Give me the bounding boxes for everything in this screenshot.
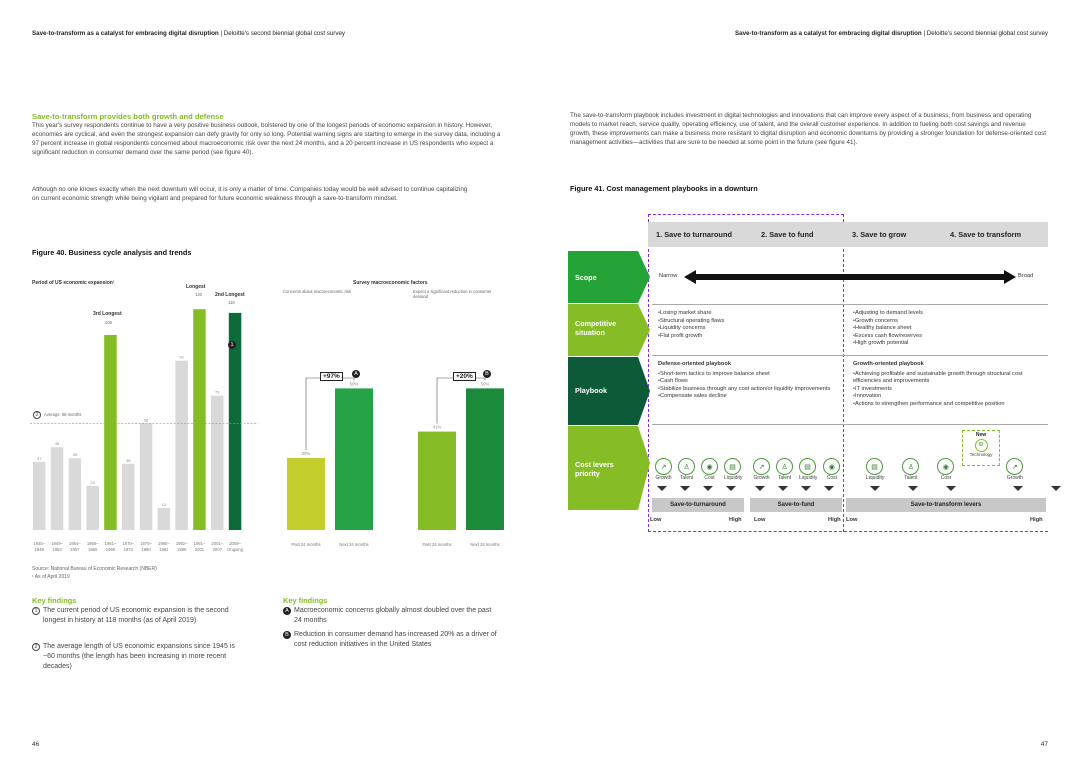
playbook-defense: Defense-oriented playbook • Short-term tactics to improve balance sheet • Cash flows • Stabilize business through any cost action/or liquidity improvements • Compensate sales decline xyxy=(658,361,838,401)
col-save-to-turnaround: 1. Save to turnaround xyxy=(656,230,732,239)
bar-save-to-transform-levers: Save-to-transform levers xyxy=(846,498,1046,512)
competitive-right: • Adjusting to demand levels • Growth concerns • Healthy balance sheet • Excess cash flow/reserves • High growth potential xyxy=(853,310,1043,348)
expansion-category-label: 1958– xyxy=(86,541,99,546)
growth-icon: ↗ xyxy=(655,458,672,475)
marker-1: 1 xyxy=(228,336,239,354)
survey-bar xyxy=(287,458,325,530)
expansion-value-label: 39 xyxy=(72,452,78,458)
expansion-category-label: 1960 xyxy=(87,547,98,552)
expansion-category-label: 1961– xyxy=(104,541,117,546)
key-finding-b: B Reduction in consumer demand has increased 20% as a driver of cost reduction initiatives in the United States xyxy=(283,630,498,650)
row-divider-1 xyxy=(652,304,1048,305)
priority-markers-b xyxy=(755,486,834,491)
survey-value-label: 59% xyxy=(349,381,359,387)
footnote: ¹ As of April 2019 xyxy=(32,574,70,580)
expansion-bar xyxy=(211,396,224,530)
frame-bottom xyxy=(648,531,1048,532)
section-title: Save-to-transform provides both growth and defense xyxy=(32,112,224,121)
consumer-demand-chart xyxy=(414,300,514,556)
liquidity-icon: ▤ xyxy=(866,458,883,475)
priority-markers-a xyxy=(657,486,736,491)
expansion-category-label: 2009– xyxy=(229,541,241,546)
expansion-category-label: 1980– xyxy=(158,541,170,546)
chart2-subtitle-b: Expect a significant reduction in consumer demand xyxy=(413,289,492,299)
chart2-subtitle-a: Concerns about macroeconomic risk xyxy=(283,289,351,294)
row-divider-3 xyxy=(652,424,1048,425)
scope-narrow: Narrow xyxy=(659,273,678,279)
growth-icon: ↗ xyxy=(753,458,770,475)
expansion-category-label: 1948 xyxy=(34,547,44,552)
scope-arrow xyxy=(684,270,1016,284)
high-b: High xyxy=(828,517,841,523)
competitive-left: • Losing market share • Structural operating flaws • Liquidity concerns • Flat profit growth xyxy=(658,310,838,340)
expansion-category-label: 1949– xyxy=(51,541,63,546)
third-longest-label: 3rd Longest xyxy=(93,311,122,317)
macro-risk-chart xyxy=(283,300,383,556)
key-findings-title-left: Key findings xyxy=(32,596,77,605)
expansion-bar xyxy=(104,335,117,530)
survey-bar xyxy=(335,388,373,530)
technology-icon: ⚙ xyxy=(975,439,988,452)
frame-divider xyxy=(843,214,844,532)
talent-icon: ♙ xyxy=(678,458,695,475)
expansion-category-label: 1969 xyxy=(105,547,116,552)
expansion-value-label: 92 xyxy=(179,354,184,360)
new-label: New xyxy=(975,432,987,438)
low-b: Low xyxy=(754,517,766,523)
low-c: Low xyxy=(846,517,858,523)
chart2-title: Survey macroeconomic factors xyxy=(353,280,428,286)
survey-category-label: Past 24 months xyxy=(291,542,321,547)
col-save-to-fund: 2. Save to fund xyxy=(761,230,814,239)
survey-bar xyxy=(418,432,456,530)
expansion-bar xyxy=(86,486,99,530)
second-longest-label: 2nd Longest xyxy=(215,292,245,298)
technology-label: Technology xyxy=(969,452,993,457)
running-header-left: Save-to-transform as a catalyst for embracing digital disruption | Deloitte's second biennial global cost survey xyxy=(32,30,345,37)
longest-label: Longest xyxy=(186,284,206,290)
expansion-value-label: 24 xyxy=(90,479,95,485)
low-a: Low xyxy=(650,517,662,523)
row-competitive-situation: Competitive situation xyxy=(575,319,617,337)
priority-markers-c xyxy=(870,486,1061,491)
expansion-bar xyxy=(140,423,153,530)
liquidity-icon: ▤ xyxy=(799,458,816,475)
playbook-growth: Growth-oriented playbook • Achieving profitable and sustainable growth through structural cost efficiencies and improvements • IT investments • Innovation • Actions to strengthen performance and competitive position xyxy=(853,361,1045,409)
survey-value-label: 30% xyxy=(301,451,311,456)
expansion-category-label: 1970– xyxy=(122,541,135,546)
row-divider-2 xyxy=(652,355,1048,356)
average-label: 2 Average: 58 months xyxy=(33,411,83,419)
col-save-to-grow: 3. Save to grow xyxy=(852,230,907,239)
expansion-category-label: 1953 xyxy=(52,547,62,552)
levers-turnaround: ↗ Growth ♙ Talent ◉ Cost ▤ Liquidity xyxy=(655,458,742,481)
liquidity-icon: ▤ xyxy=(724,458,741,475)
expansion-bar xyxy=(193,309,206,530)
expansion-bar xyxy=(122,464,135,530)
row-playbook: Playbook xyxy=(575,386,607,395)
expansion-category-label: 1954– xyxy=(69,541,81,546)
third-longest-value: 106 xyxy=(105,320,112,325)
expansion-bar xyxy=(175,361,188,530)
page-number-right: 47 xyxy=(1040,741,1048,748)
chart1-title: Period of US economic expansion¹ xyxy=(32,280,115,286)
key-finding-1: 1 The current period of US economic expansion is the second longest in history at 118 months (as of April 2019) xyxy=(32,606,242,626)
paragraph-1: This year's survey respondents continue to have a very positive business outlook, bolstered by one of the longest periods of economic expansion in history. However, economies are cyclical, and even the strongest expansion can defy gravity for only so long. Potential warning signs are starting to emerge in the survey data, including a 97 percent increase in global respondents concerned about macroeconomic risk over the next 24 months, and a 20 percent increase in US respondents who expect a significant reduction in consumer demand over the same period (see figure 40). xyxy=(32,122,501,156)
expansion-value-label: 58 xyxy=(143,417,149,423)
high-c: High xyxy=(1030,517,1043,523)
expansion-category-label: 1982– xyxy=(175,541,188,546)
running-header-right: Save-to-transform as a catalyst for embracing digital disruption | Deloitte's second biennial global cost survey xyxy=(735,30,1048,37)
figure-41-title: Figure 41. Cost management playbooks in a downturn xyxy=(570,184,758,193)
expansion-category-label: 1981 xyxy=(159,547,169,552)
key-findings-title-right: Key findings xyxy=(283,596,328,605)
intro-paragraph: The save-to-transform playbook includes investment in digital technologies and innovations that can improve every aspect of a business, from business and operating models to market reach, service quality, operating efficiency, use of talent, and the overall customer experience. In addition to fueling both cost savings and revenue growth, these improvements can make a business more resistant to digital disruption and economic downturns by providing a stronger foundation for defense-oriented cost management activities—activities that are sure to be needed at some point in the future (see figure 41). xyxy=(570,112,1047,146)
expansion-category-label: 1975– xyxy=(140,541,152,546)
survey-category-label: Past 24 months xyxy=(422,542,452,547)
expansion-value-label: 37 xyxy=(37,455,42,461)
bar-save-to-turnaround: Save-to-turnaround xyxy=(652,498,744,512)
expansion-category-label: 2007 xyxy=(212,547,222,552)
expansion-value-label: 12 xyxy=(161,501,167,507)
survey-bar xyxy=(466,388,504,530)
expansion-category-label: 1957 xyxy=(70,547,80,552)
key-finding-2: 2 The average length of US economic expansions since 1945 is ~60 months (the length has been increasing in more recent decades) xyxy=(32,642,242,672)
scope-broad: Broad xyxy=(1018,273,1034,279)
survey-category-label: Next 24 months xyxy=(339,542,369,547)
high-a: High xyxy=(729,517,742,523)
expansion-bar xyxy=(51,447,64,530)
talent-icon: ♙ xyxy=(776,458,793,475)
change-badge-a: +97% xyxy=(320,372,343,381)
cost-icon: ◉ xyxy=(701,458,718,475)
column-headers xyxy=(648,222,1048,247)
expansion-category-label: 1991– xyxy=(193,541,206,546)
cost-icon: ◉ xyxy=(937,458,954,475)
levers-transform: ▤ Liquidity ♙ Talent ◉ Cost ↗ Growth xyxy=(866,458,1023,481)
change-badge-b: +20% xyxy=(453,372,476,381)
row-scope: Scope xyxy=(575,273,597,282)
expansion-category-label: 1980 xyxy=(141,547,151,552)
frame-top xyxy=(648,214,844,215)
survey-value-label: 59% xyxy=(480,381,490,387)
key-finding-a: A Macroeconomic concerns globally almost doubled over the past 24 months xyxy=(283,606,498,626)
expansion-value-label: 45 xyxy=(54,441,60,447)
expansion-bar xyxy=(69,458,82,530)
levers-fund: ↗ Growth ♙ Talent ▤ Liquidity ◉ Cost xyxy=(753,458,840,481)
talent-icon: ♙ xyxy=(902,458,919,475)
expansion-category-label: 1973 xyxy=(123,547,133,552)
page-number-left: 46 xyxy=(32,741,40,748)
expansion-category-label: 1945– xyxy=(33,541,46,546)
marker-b: B xyxy=(483,365,494,383)
expansion-category-label: 1990 xyxy=(176,547,187,552)
expansion-category-label: Ongoing xyxy=(227,547,243,552)
growth-icon: ↗ xyxy=(1006,458,1023,475)
second-longest-value: 118 xyxy=(228,300,235,305)
paragraph-2: Although no one knows exactly when the next downturn will occur, it is only a matter of time. Companies today would be well advised to continue capitalizing on current economic strength while being vigilant and prepared for future economic weakness through a save-to-transform mindset. xyxy=(32,186,468,202)
survey-category-label: Next 24 months xyxy=(470,542,500,547)
figure-40-title: Figure 40. Business cycle analysis and trends xyxy=(32,248,192,257)
longest-value: 120 xyxy=(195,292,202,297)
col-save-to-transform: 4. Save to transform xyxy=(950,230,1022,239)
expansion-value-label: 36 xyxy=(126,457,131,463)
expansion-category-label: 2001– xyxy=(211,541,224,546)
cost-icon: ◉ xyxy=(823,458,840,475)
expansion-bar xyxy=(33,462,46,530)
survey-value-label: 41% xyxy=(432,424,442,430)
bar-save-to-fund: Save-to-fund xyxy=(750,498,842,512)
row-cost-levers: Cost levers priority xyxy=(575,460,614,478)
expansion-bar xyxy=(158,508,171,530)
source-note: Source: National Bureau of Economic Research (NBER) xyxy=(32,566,157,572)
marker-a: A xyxy=(352,365,363,383)
expansion-category-label: 2001 xyxy=(194,547,205,552)
expansion-value-label: 73 xyxy=(215,389,220,395)
